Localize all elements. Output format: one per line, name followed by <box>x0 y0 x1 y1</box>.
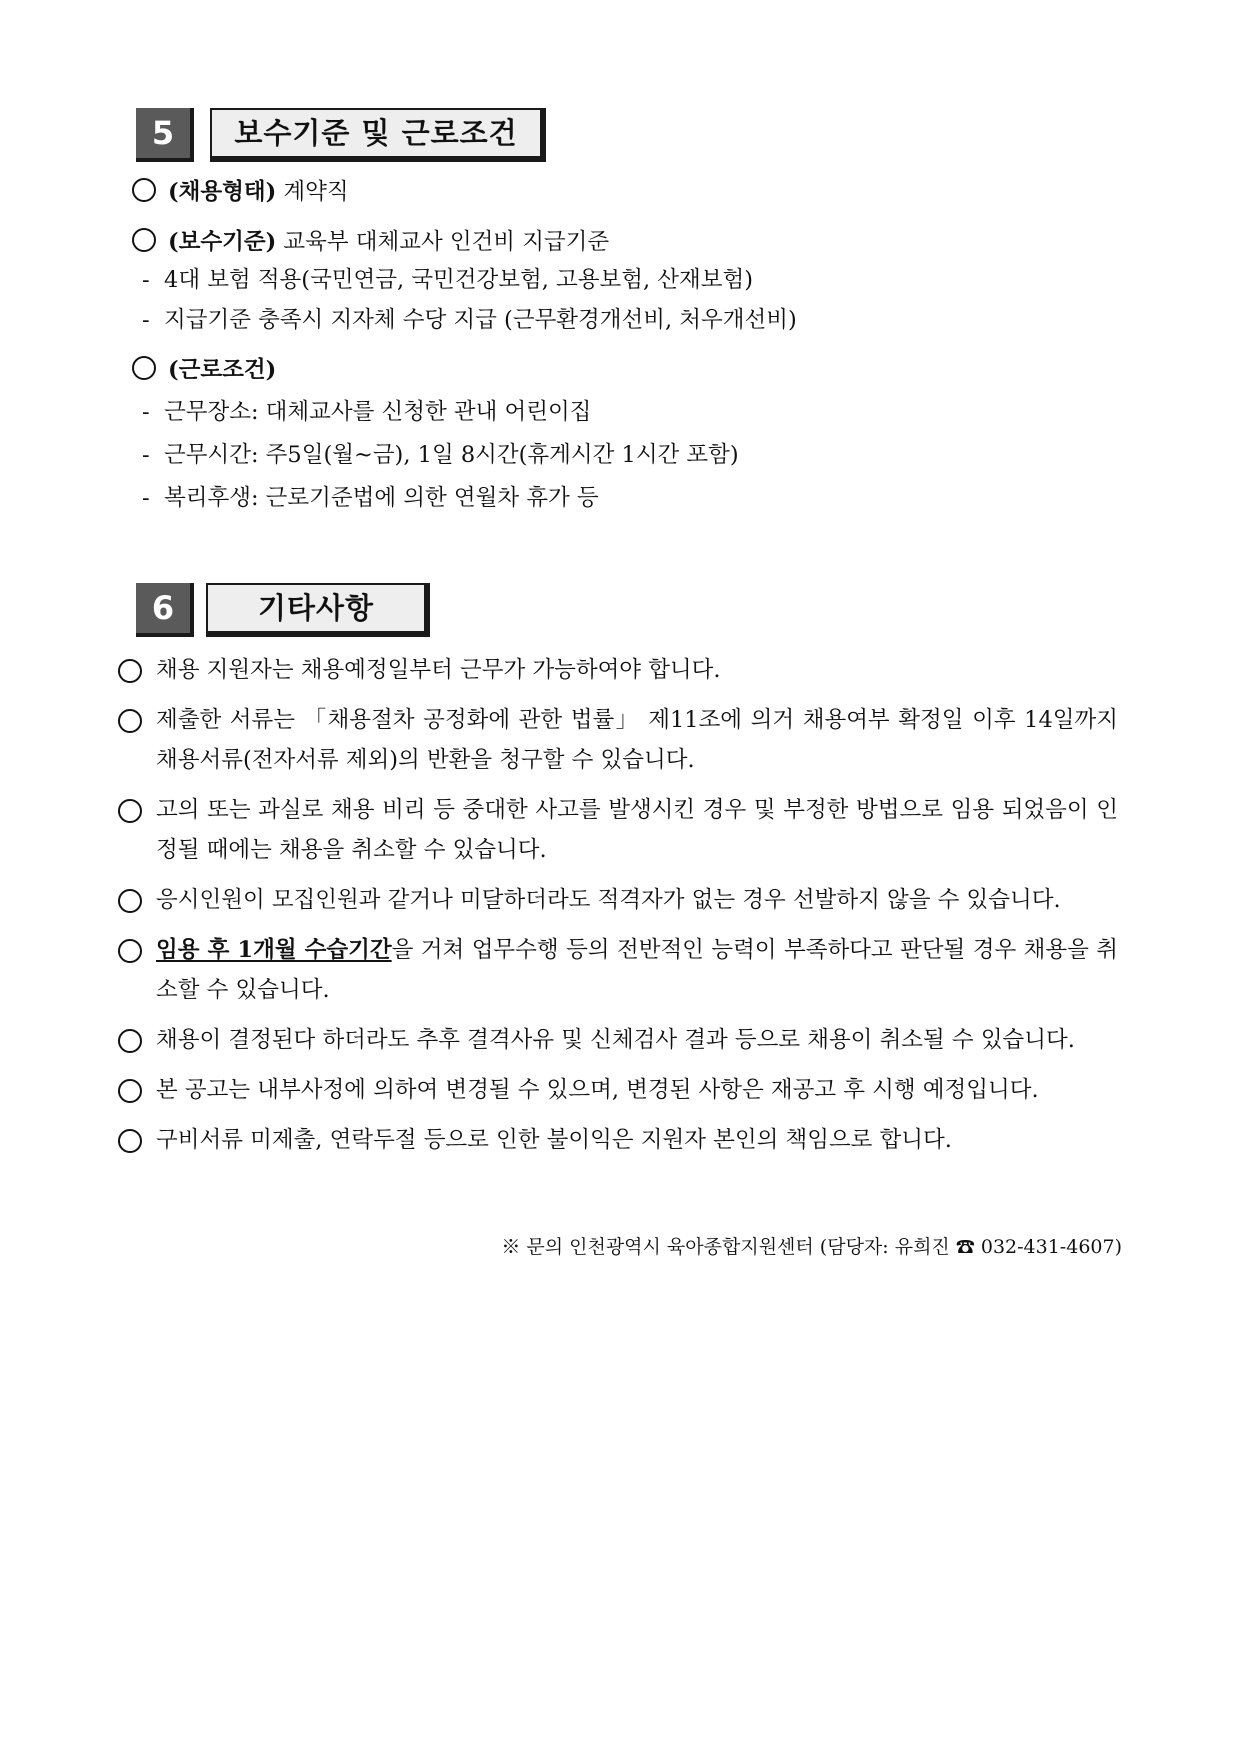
circle-bullet-icon <box>118 889 142 913</box>
section-5-title: 보수기준 및 근로조건 <box>210 108 546 162</box>
work-item: - 복리후생: 근로기준법에 의한 연월차 휴가 등 <box>142 485 599 511</box>
circle-bullet-icon <box>132 178 156 202</box>
notice-item: 제출한 서류는 「채용절차 공정화에 관한 법률」 제11조에 의거 채용여부 확정일 이후 14일까지 채용서류(전자서류 제외)의 반환을 청구할 수 있습니다. <box>118 700 1118 780</box>
pay-item: - 지급기준 충족시 지자체 수당 지급 (근무환경개선비, 처우개선비) <box>142 307 797 333</box>
work-item: - 근무시간: 주5일(월~금), 1일 8시간(휴게시간 1시간 포함) <box>142 442 739 468</box>
notice-item: 고의 또는 과실로 채용 비리 등 중대한 사고를 발생시킨 경우 및 부정한 방법으로 임용 되었음이 인정될 때에는 채용을 취소할 수 있습니다. <box>118 790 1118 870</box>
pay-standard-value: 교육부 대체교사 인건비 지급기준 <box>283 229 610 255</box>
circle-bullet-icon <box>118 659 142 683</box>
circle-bullet-icon <box>118 1079 142 1103</box>
notice-item: 채용이 결정된다 하더라도 추후 결격사유 및 신체검사 결과 등으로 채용이 취소될 수 있습니다. <box>118 1020 1118 1060</box>
section-5-number: 5 <box>136 108 194 162</box>
pay-item: - 4대 보험 적용(국민연금, 국민건강보험, 고용보험, 산재보험) <box>142 267 753 293</box>
circle-bullet-icon <box>118 799 142 823</box>
pay-standard-label: (보수기준) <box>168 229 277 255</box>
circle-bullet-icon <box>118 1029 142 1053</box>
notice-item: 본 공고는 내부사정에 의하여 변경될 수 있으며, 변경된 사항은 재공고 후 시행 예정입니다. <box>118 1070 1118 1110</box>
probation-period-text: 임용 후 1개월 수습기간 <box>156 937 392 963</box>
contact-info: ※ 문의 인천광역시 육아종합지원센터 (담당자: 유희진 ☎ 032-431-4607) <box>501 1236 1122 1258</box>
circle-bullet-icon <box>118 939 142 963</box>
section-6-title: 기타사항 <box>206 583 430 637</box>
pay-standard-line <box>132 227 609 257</box>
employment-type-label: (채용형태) <box>168 179 277 205</box>
work-item: - 근무장소: 대체교사를 신청한 관내 어린이집 <box>142 399 592 425</box>
notice-item: 구비서류 미제출, 연락두절 등으로 인한 불이익은 지원자 본인의 책임으로 합니다. <box>118 1120 1118 1160</box>
circle-bullet-icon <box>118 1129 142 1153</box>
circle-bullet-icon <box>132 228 156 252</box>
circle-bullet-icon <box>132 356 156 380</box>
work-conditions-label: (근로조건) <box>168 357 277 383</box>
section-5-header <box>136 108 546 166</box>
section-6-header <box>136 583 436 641</box>
circle-bullet-icon <box>118 709 142 733</box>
notice-item-probation: 임용 후 1개월 수습기간을 거쳐 업무수행 등의 전반적인 능력이 부족하다고 판단될 경우 채용을 취소할 수 있습니다. <box>118 930 1118 1010</box>
employment-type-line <box>132 177 349 207</box>
notice-item: 응시인원이 모집인원과 같거나 미달하더라도 적격자가 없는 경우 선발하지 않을 수 있습니다. <box>118 880 1118 920</box>
employment-type-value: 계약직 <box>283 179 349 205</box>
work-conditions-line <box>132 355 276 385</box>
notice-item: 채용 지원자는 채용예정일부터 근무가 가능하여야 합니다. <box>118 650 1118 690</box>
section-6-number: 6 <box>136 583 194 637</box>
